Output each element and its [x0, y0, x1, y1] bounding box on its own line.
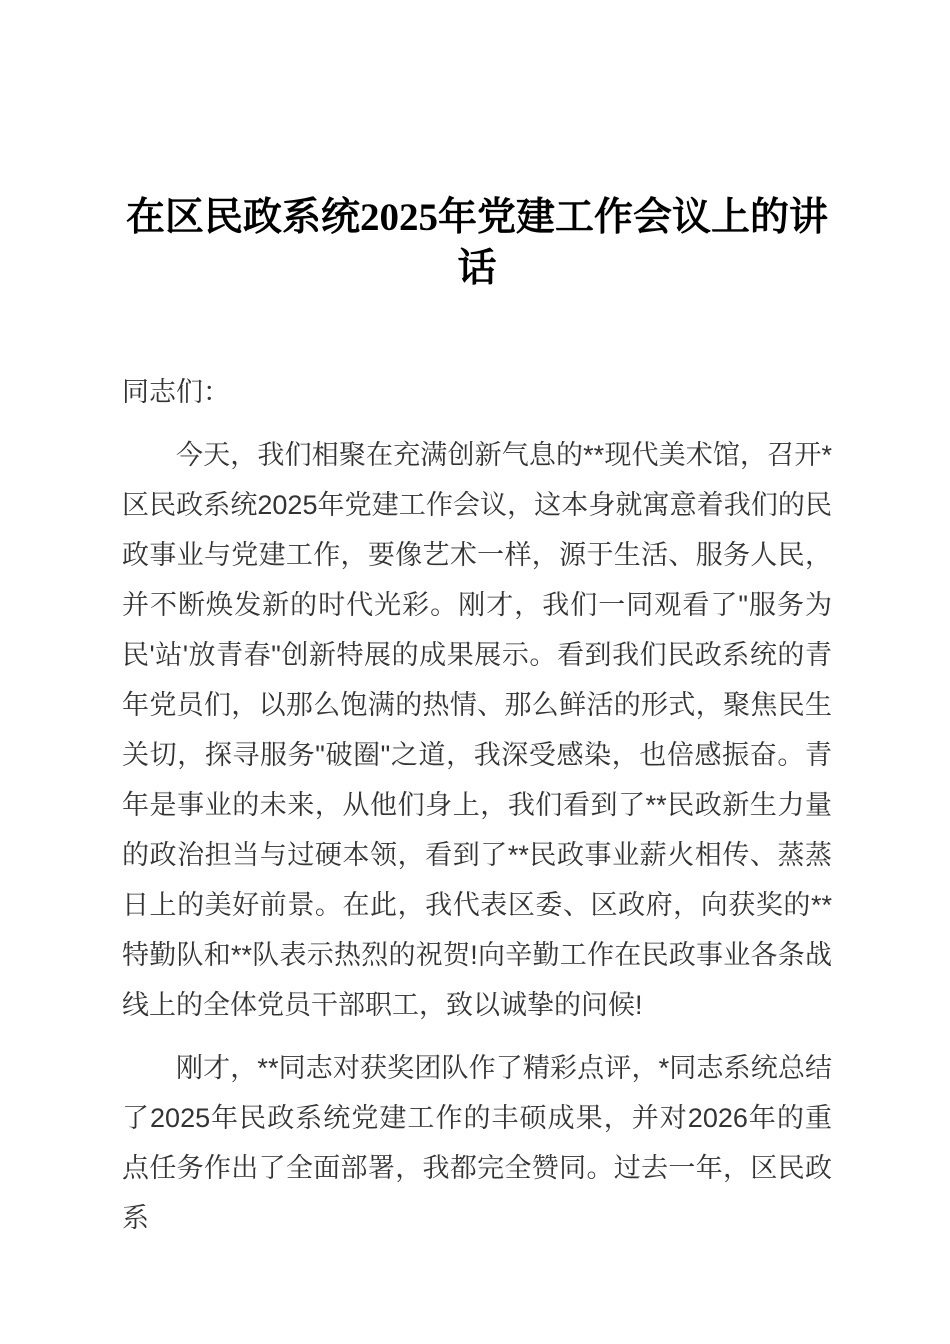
document-body: [122, 367, 832, 1243]
document-title: 在区民政系统2025年党建工作会议上的讲话: [125, 196, 828, 291]
paragraph: 今天，我们相聚在充满创新气息的**现代美术馆，召开*区民政系统2025年党建工作会议，这本身就寓意着我们的民政事业与党建工作，要像艺术一样，源于生活、服务人民，并不断焕发新的时代光彩。刚才，我们一同观看了"服务为民'站'放青春"创新特展的成果展示。看到我们民政系统的青年党员们，以那么饱满的热情、那么鲜活的形式，聚焦民生关切，探寻服务"破圈"之道，我深受感染，也倍感振奋。青年是事业的未来，从他们身上，我们看到了**民政新生力量的政治担当与过硬本领，看到了**民政事业薪火相传、蒸蒸日上的美好前景。在此，我代表区委、区政府，向获奖的**特勤队和**队表示热烈的祝贺!向辛勤工作在民政事业各条战线上的全体党员干部职工，致以诚挚的问候!: [122, 439, 832, 1020]
salutation: 同志们：: [122, 376, 230, 407]
paragraph: 刚才，**同志对获奖团队作了精彩点评，*同志系统总结了2025年民政系统党建工作的丰硕成果，并对2026年的重点任务作出了全面部署，我都完全赞同。过去一年，区民政系: [122, 1052, 832, 1233]
